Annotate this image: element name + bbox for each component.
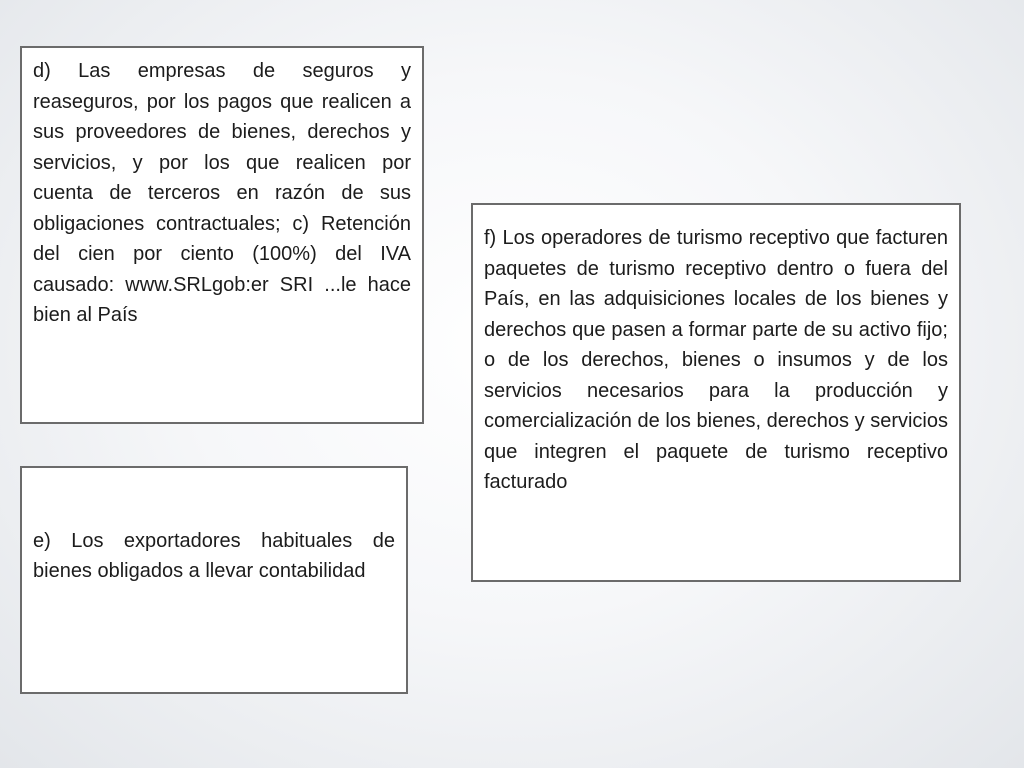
text-box-d [20,46,424,424]
box-d-text: d) Las empresas de seguros y reaseguros, por los pagos que realicen a sus proveedores de bienes, derechos y servicios, y por los que realicen por cuenta de terceros en razón de sus obligaciones contractuales; c) Retención del cien por ciento (100%) del IVA causado: www.SRLgob:er SRI ...le hace bien al País [33,60,411,326]
box-e-text: e) Los exportadores habituales de bienes obligados a llevar contabilidad [33,529,395,582]
box-f-text: f) Los operadores de turismo receptivo que facturen paquetes de turismo receptivo dentro o fuera del País, en las adquisiciones locales de los bienes y derechos que pasen a formar parte de su activo fijo; o de los derechos, bienes o insumos y de los servicios necesarios para la producción y comercialización de los bienes, derechos y servicios que integren el paquete de turismo receptivo facturado [484,227,948,493]
text-box-f [471,203,961,582]
text-box-e [20,466,408,694]
